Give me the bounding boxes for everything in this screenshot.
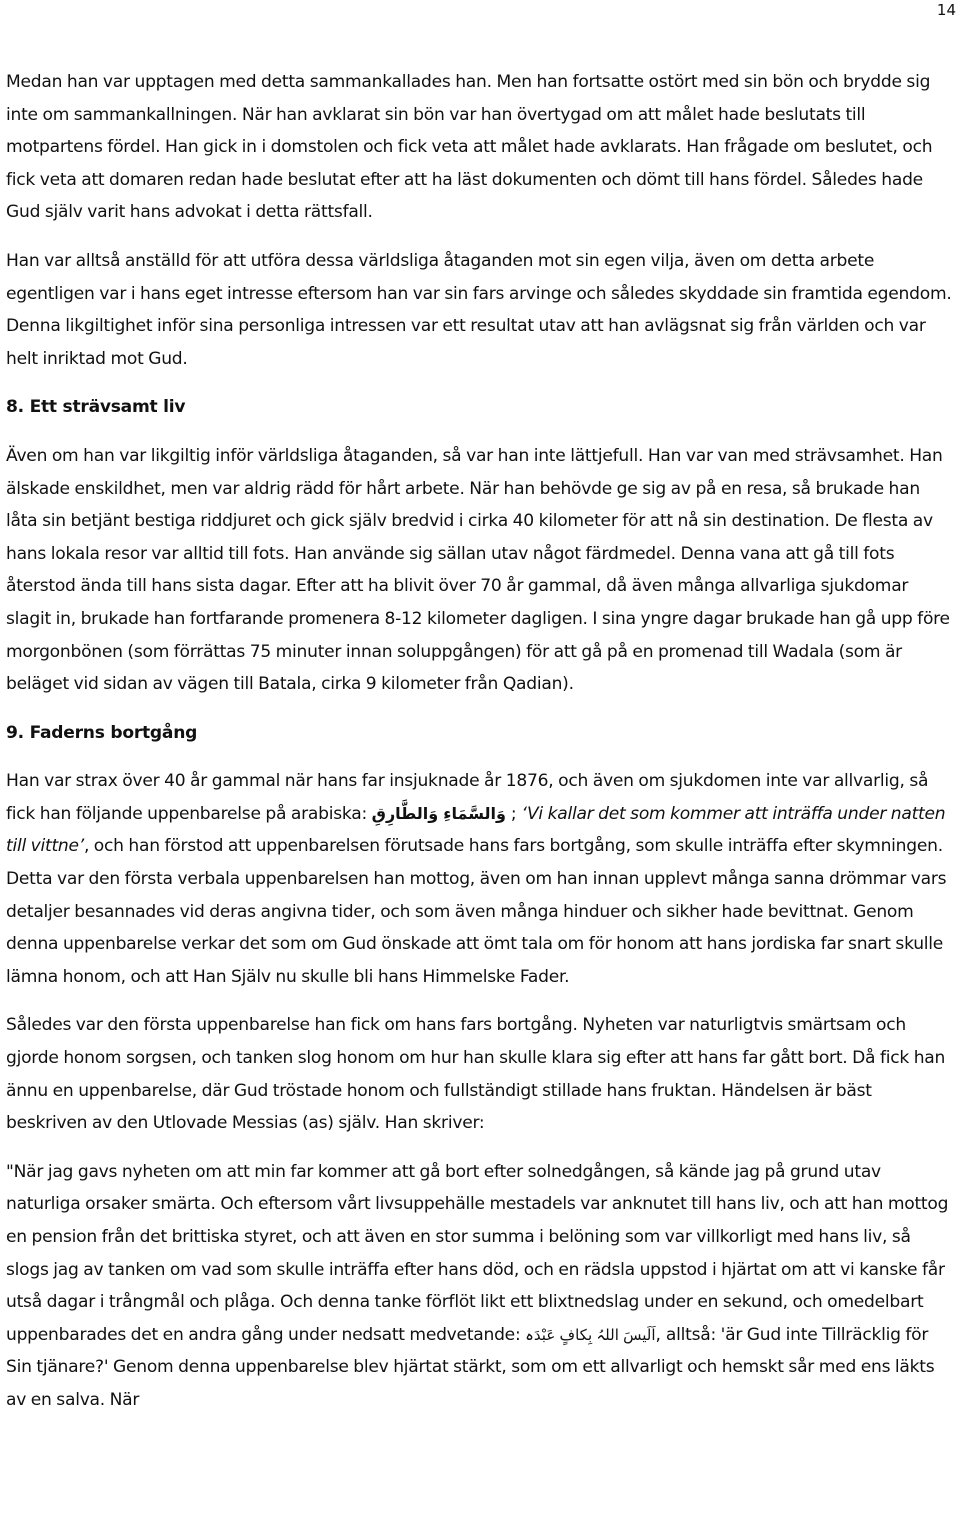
document-body xyxy=(6,66,956,1433)
paragraph-court-case: Medan han var upptagen med detta sammankallades han. Men han fortsatte ostört med sin bön och brydde sig inte om sammankallningen. När han avklarat sin bön var han övertygad om att målet hade beslutats till motpartens fördel. Han gick in i domstolen och fick veta att målet hade avklarats. Han frågade om beslutet, och fick veta att domaren redan hade beslutat efter att ha läst dokumenten och dömt till hans fördel. Således hade Gud själv varit hans advokat i detta rättsfall. xyxy=(6,72,933,223)
text-run: "När jag gavs nyheten om att min far kommer att gå bort efter solnedgången, så kände jag på grund utav naturliga orsaker smärta. Och eftersom vårt livsuppehälle mestadels var anknutet till hans liv, och att han mottog en pension från det brittiska styret, och att även en stor summa i belöning som var villkorligt med hans liv, så slogs jag av tanken om vad som skulle inträffa efter hans död, och en rädsla uppstod i hjärtat om att vi kanske får utså dagar i trångmål och plåga. Och denna tanke förflöt likt ett blixtnedslag under en sekund, och omedelbart uppenbarades det en andra gång under nedsatt medvetande: xyxy=(6,1161,949,1345)
text-run: , alltså: 'är Gud inte Tillräcklig för Sin tjänare?' Genom denna uppenbarelse blev hjärtat stärkt, som om ett allvarligt och hemskt sår med ens läkts av en salva. När xyxy=(6,1324,935,1410)
text-run: ; xyxy=(505,803,522,824)
text-run: , och han förstod att uppenbarelsen förutsade hans fars bortgång, som skulle inträffa efter skymningen. Detta var den första verbala uppenbarelsen han mottog, även om han innan upplevt många sanna drömmar vars detaljer besannades vid deras angivna tider, och som även många hinduer och sikher hade bevittnat. Genom denna uppenbarelse verkar det som om Gud önskade att ömt tala om för honom att hans jordiska far snart skulle lämna honom, och att Han Själv nu skulle bli hans Himmelske Fader. xyxy=(6,836,947,987)
section-heading-father-death: 9. Faderns bortgång xyxy=(6,722,198,743)
section-heading-industrious-life: 8. Ett strävsamt liv xyxy=(6,397,186,418)
text-run: Han var strax över 40 år gammal när hans far insjuknade år 1876, och även om sjukdomen inte var allvarlig, så fick han följande uppenbarelse på arabiska: xyxy=(6,771,929,824)
arabic-verse: وَالسَّمَاءِ وَالطَّارِقِ xyxy=(371,803,506,823)
paragraph-industrious-life: Även om han var likgiltig inför världsliga åtaganden, så var han inte lättjefull. Han var van med strävsamhet. Han älskade enskildhet, men var aldrig rädd för hårt arbete. När han behövde ge sig av på en resa, så brukade han låta sin betjänt bestiga riddjuret och gick själv bredvid i cirka 40 kilometer för att nå sin destination. De flesta av hans lokala resor var alltid till fots. Han använde sig sällan utav något färdmedel. Denna vana att gå till fots återstod ända till hans sista dagar. Efter att ha blivit över 70 år gammal, då även många allvarliga sjukdomar slagit in, brukade han fortfarande promenera 8-12 kilometer dagligen. I sina yngre dagar brukade han gå upp före morgonbönen (som förrättas 75 minuter innan soluppgången) för att gå på en promenad till Wadala (som är beläget vid sidan av vägen till Batala, cirka 9 kilometer från Qadian). xyxy=(6,445,950,695)
paragraph-worldly-duties: Han var alltså anställd för att utföra dessa världsliga åtaganden mot sin egen vilja, även om detta arbete egentligen var i hans eget intresse eftersom han var sin fars arvinge och således skyddade sin framtida egendom. Denna likgiltighet inför sina personliga intressen var ett resultat utav att han avlägsnat sig från världen och var helt inriktad mot Gud. xyxy=(6,250,952,369)
page-number: 14 xyxy=(936,1,956,19)
paragraph-consolation: Således var den första uppenbarelse han fick om hans fars bortgång. Nyheten var naturligtvis smärtsam och gjorde honom sorgsen, och tanken slog honom om hur han skulle klara sig efter att hans far gått bort. Då fick han ännu en uppenbarelse, där Gud tröstade honom och fullständigt stillade hans fruktan. Händelsen är bäst beskriven av den Utlovade Messias (as) själv. Han skriver: xyxy=(6,1015,946,1134)
arabic-verse: اَلَيسَ اللہُ بِکافٍ عَبْدَہ xyxy=(525,1325,656,1344)
italic-translation: ‘Vi kallar det som kommer att inträffa under natten till vittne’ xyxy=(6,803,946,857)
paragraph-first-revelation xyxy=(6,765,956,993)
paragraph-quote xyxy=(6,1156,956,1417)
